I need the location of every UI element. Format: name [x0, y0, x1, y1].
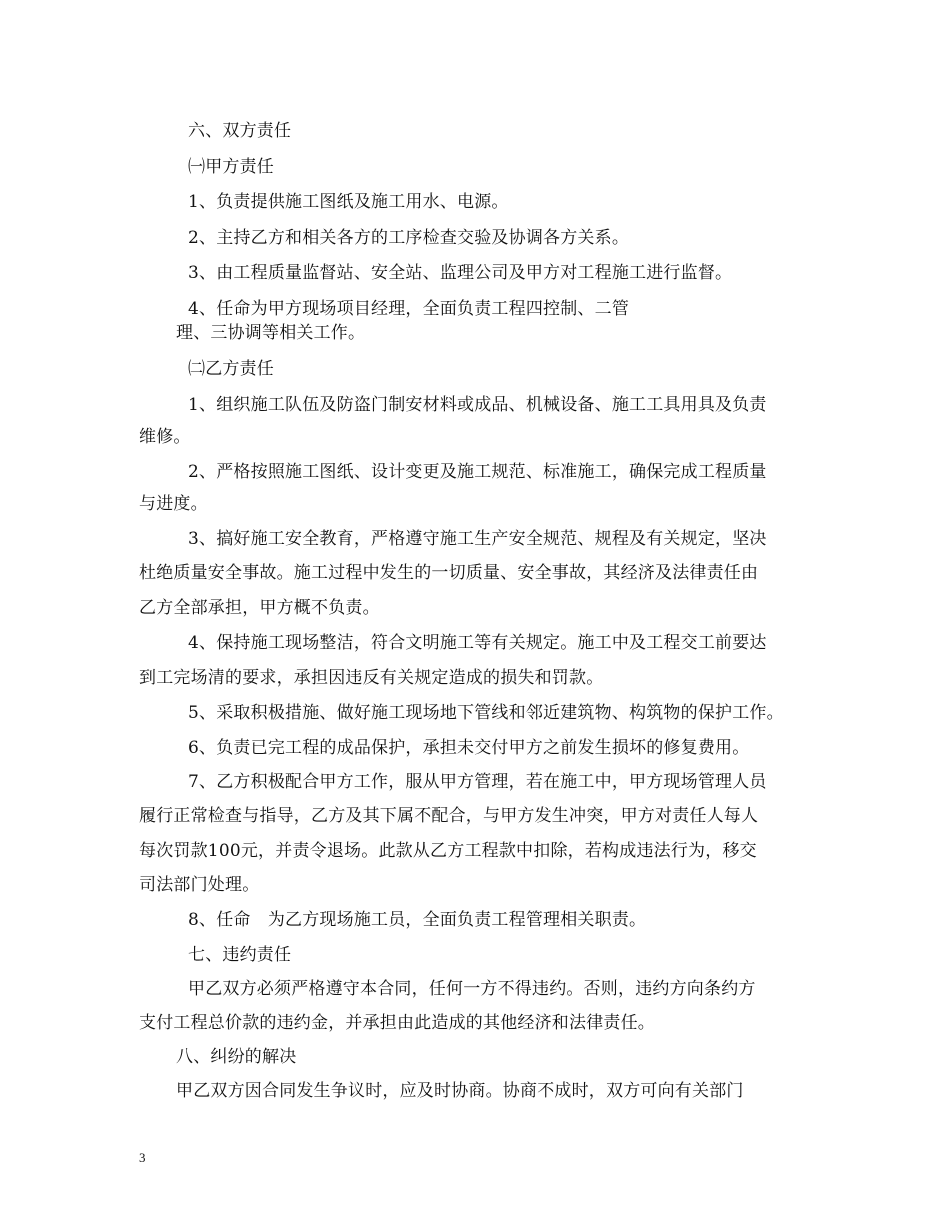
section-heading-dispute-resolution: 八、纠纷的解决	[176, 1047, 297, 1067]
paragraph-line: 甲乙双方必须严格遵守本合同，任何一方不得违约。否则，违约方向条约方	[188, 979, 756, 999]
paragraph-line: 6、负责已完工程的成品保护，承担未交付甲方之前发生损坏的修复费用。	[188, 738, 750, 758]
paragraph-line: 甲乙双方因合同发生争议时，应及时协商。协商不成时，双方可向有关部门	[176, 1081, 744, 1101]
paragraph-line: 乙方全部承担，甲方概不负责。	[139, 598, 380, 618]
paragraph-line: 司法部门处理。	[139, 875, 260, 895]
paragraph-line: 2、严格按照施工图纸、设计变更及施工规范、标准施工，确保完成工程质量	[188, 462, 767, 482]
paragraph-line: 理、三协调等相关工作。	[176, 323, 366, 343]
paragraph-line: 支付工程总价款的违约金，并承担由此造成的其他经济和法律责任。	[139, 1013, 655, 1033]
paragraph-line: 3、由工程质量监督站、安全站、监理公司及甲方对工程施工进行监督。	[188, 263, 733, 283]
paragraph-line: 4、任命为甲方现场项目经理，全面负责工程四控制、二管	[188, 299, 630, 319]
page-number: 3	[139, 1150, 146, 1165]
paragraph-line: 维修。	[139, 427, 191, 447]
section-heading-breach-liability: 七、违约责任	[188, 945, 292, 965]
paragraph-line: 1、组织施工队伍及防盗门制安材料或成品、机械设备、施工工具用具及负责	[188, 395, 767, 415]
subsection-heading-party-a: ㈠甲方责任	[188, 157, 274, 177]
paragraph-line: 8、任命 为乙方现场施工员，全面负责工程管理相关职责。	[188, 910, 647, 930]
paragraph-line: 每次罚款100元，并责令退场。此款从乙方工程款中扣除，若构成违法行为，移交	[139, 841, 757, 861]
paragraph-line: 1、负责提供施工图纸及施工用水、电源。	[188, 192, 509, 212]
paragraph-line: 7、乙方积极配合甲方工作，服从甲方管理，若在施工中，甲方现场管理人员	[188, 772, 767, 792]
paragraph-line: 履行正常检查与指导，乙方及其下属不配合，与甲方发生冲突，甲方对责任人每人	[139, 806, 759, 826]
paragraph-line: 杜绝质量安全事故。施工过程中发生的一切质量、安全事故，其经济及法律责任由	[139, 563, 759, 583]
paragraph-line: 与进度。	[139, 494, 208, 514]
section-heading-mutual-responsibility: 六、双方责任	[188, 121, 292, 141]
paragraph-line: 3、搞好施工安全教育，严格遵守施工生产安全规范、规程及有关规定，坚决	[188, 529, 767, 549]
paragraph-line: 到工完场清的要求，承担因违反有关规定造成的损失和罚款。	[139, 668, 604, 688]
paragraph-line: 5、采取积极措施、做好施工现场地下管线和邻近建筑物、构筑物的保护工作。	[188, 703, 784, 723]
paragraph-line: 2、主持乙方和相关各方的工序检查交验及协调各方关系。	[188, 228, 630, 248]
subsection-heading-party-b: ㈡乙方责任	[188, 359, 274, 379]
paragraph-line: 4、保持施工现场整洁，符合文明施工等有关规定。施工中及工程交工前要达	[188, 633, 767, 653]
